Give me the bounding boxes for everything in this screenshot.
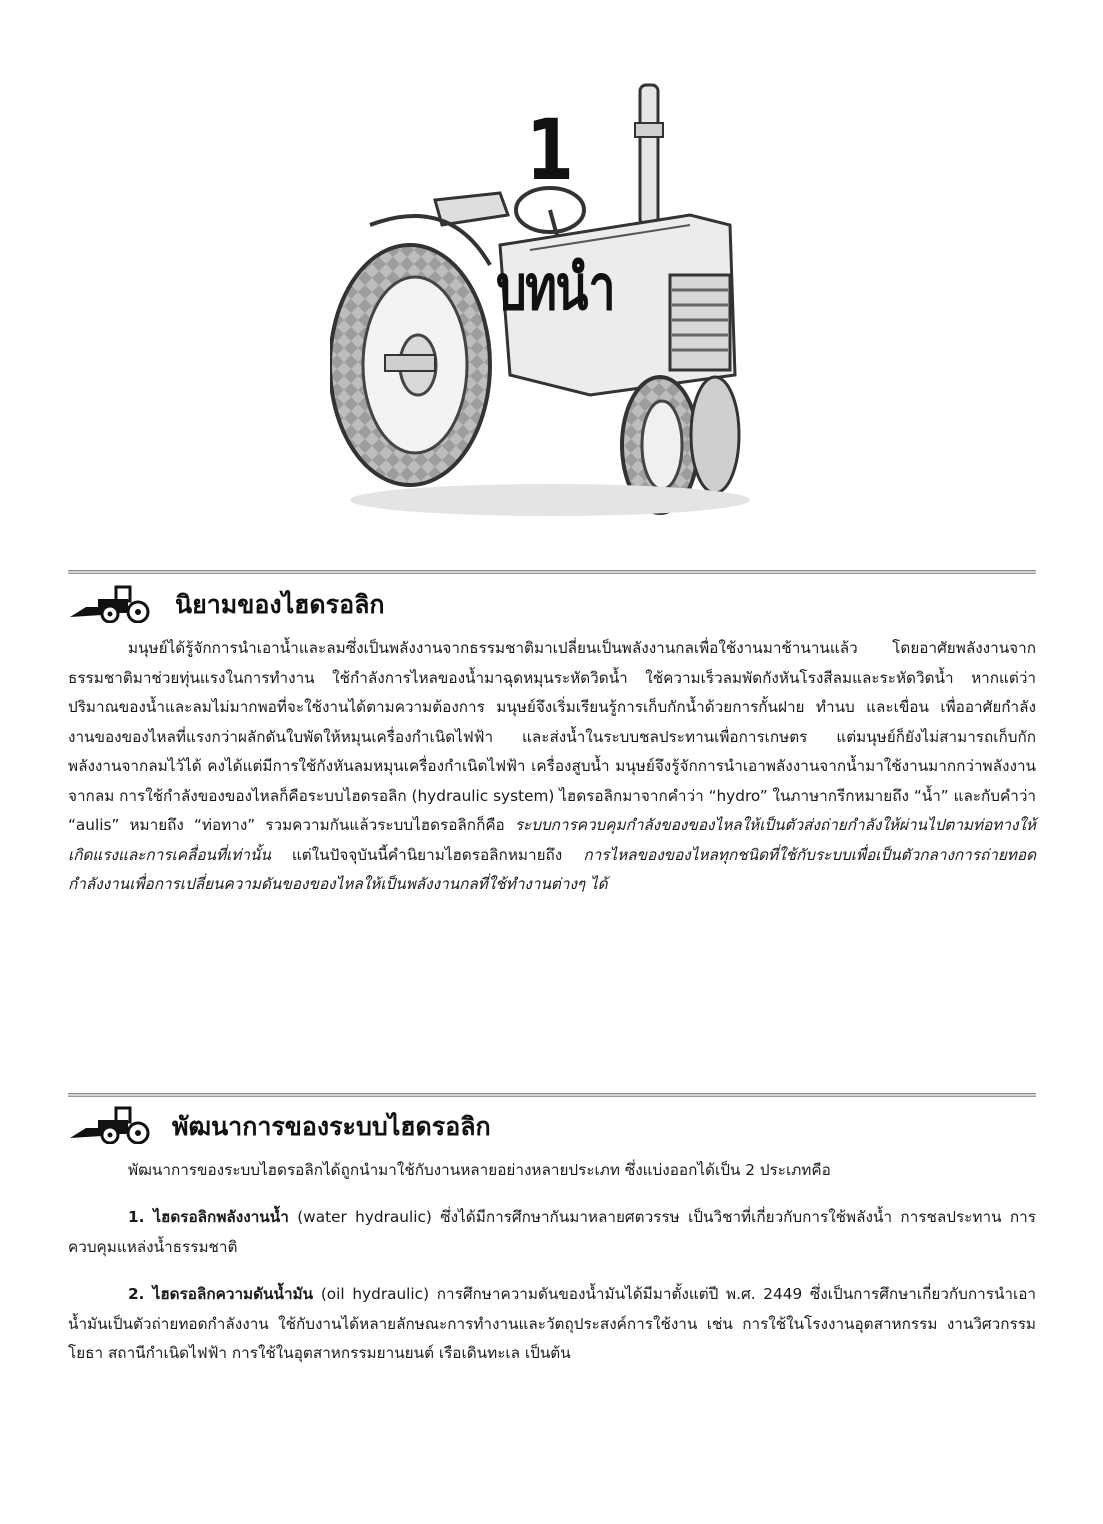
section-title-development: พัฒนาการของระบบไฮดรอลิก [172,1112,491,1141]
definition-paragraph [68,634,1036,900]
item1-heading: 1. ไฮดรอลิกพลังงานน้ำ [128,1208,289,1226]
section-divider [68,570,1036,574]
development-intro-text: พัฒนาการของระบบไฮดรอลิกได้ถูกนำมาใช้กับงานหลายอย่างหลายประเภท ซึ่งแบ่งออกได้เป็น 2 ประเภทคือ [128,1161,831,1179]
list-item-oil-hydraulic [68,1280,1036,1369]
item2-heading: 2. ไฮดรอลิกความดันน้ำมัน [128,1285,314,1303]
section-title-definition: นิยามของไฮดรอลิก [175,590,385,619]
definition-emphasis-1: ระบบการควบคุมกำลังของของไหลให้เป็นตัวส่งถ่ายกำลังให้ผ่านไปตามท่อทางให้เกิดแรงและการเคลื่อนที่เท่านั้น [68,816,1036,864]
item1-text: (water hydraulic) ซึ่งได้มีการศึกษากันมาหลายศตวรรษ เป็นวิชาที่เกี่ยวกับการใช้พลังน้ำ การชลประทาน การควบคุมแหล่งน้ำธรรมชาติ [68,1208,1036,1256]
chapter-title: บทนำ [495,251,615,324]
development-intro [68,1156,1036,1186]
item2-text: (oil hydraulic) การศึกษาความดันของน้ำมันได้มีมาตั้งแต่ปี พ.ศ. 2449 ซึ่งเป็นการศึกษาเกี่ยวกับการนำเอาน้ำมันเป็นตัวถ่ายทอดกำลังงาน ใช้กับงานได้หลายลักษณะการทำงานและวัตถุประสงค์การใช้งาน เช่น การใช้ในโรงงานอุตสาหกรรม งานวิศวกรรมโยธา สถานีกำเนิดไฟฟ้า การใช้ในอุตสาหกรรมยานยนต์ เรือเดินทะเล เป็นต้น [68,1285,1036,1362]
tractor-icon [68,1106,156,1144]
definition-text-2: แต่ในปัจจุบันนี้คำนิยามไฮดรอลิกหมายถึง [291,845,563,864]
list-item-water-hydraulic [68,1203,1036,1262]
chapter-number: 1 [526,101,574,199]
definition-emphasis-2: การไหลของของไหลทุกชนิดที่ใช้กับระบบเพื่อเป็นตัวกลางการถ่ายทอดกำลังงานเพื่อการเปลี่ยนความดันของของไหลให้เป็นพลังงานกลที่ใช้ทำงานต่างๆ ได้ [68,845,1036,893]
section-divider [68,1093,1036,1097]
tractor-icon [68,585,156,623]
definition-text: มนุษย์ได้รู้จักการนำเอาน้ำและลมซึ่งเป็นพลังงานจากธรรมชาติมาเปลี่ยนเป็นพลังงานกลเพื่อใช้งานมาช้านานแล้ว โดยอาศัยพลังงานจากธรรมชาติมาช่วยทุ่นแรงในการทำงาน ใช้กำลังการไหลของน้ำมาฉุดหมุนระหัดวิดน้ำ ใช้ความเร็วลมพัดกังหันโรงสีลมและระหัดวิดน้ำ หากแต่ว่าปริมาณของน้ำและลมไม่มากพอที่จะใช้งานได้ตามความต้องการ มนุษย์จึงเริ่มเรียนรู้การเก็บกักน้ำด้วยการกั้นฝาย ทำนบ และเขื่อน เพื่ออาศัยกำลังงานของของไหลที่แรงกว่าผลักดันใบพัดให้หมุนเครื่องกำเนิดไฟฟ้า และส่งน้ำในระบบชลประทานเพื่อการเกษตร แต่มนุษย์ก็ยังไม่สามารถเก็บกักพลังงานจากลมไว้ได้ คงได้แต่มีการใช้กังหันลมหมุนเครื่องกำเนิดไฟฟ้า เครื่องสูบน้ำ มนุษย์จึงรู้จักการนำเอาพลังงานจากน้ำมาใช้งานมากกว่าพลังงานจากลม การใช้กำลังของของไหลก็คือระบบไฮดรอลิก (hydraulic system) ไฮดรอลิกมาจากคำว่า “hydro” ในภาษากรีกหมายถึง “น้ำ” และกับคำว่า “aulis” หมายถึง “ท่อทาง” รวมความกันแล้วระบบไฮดรอลิกก็คือ [68,639,1037,834]
